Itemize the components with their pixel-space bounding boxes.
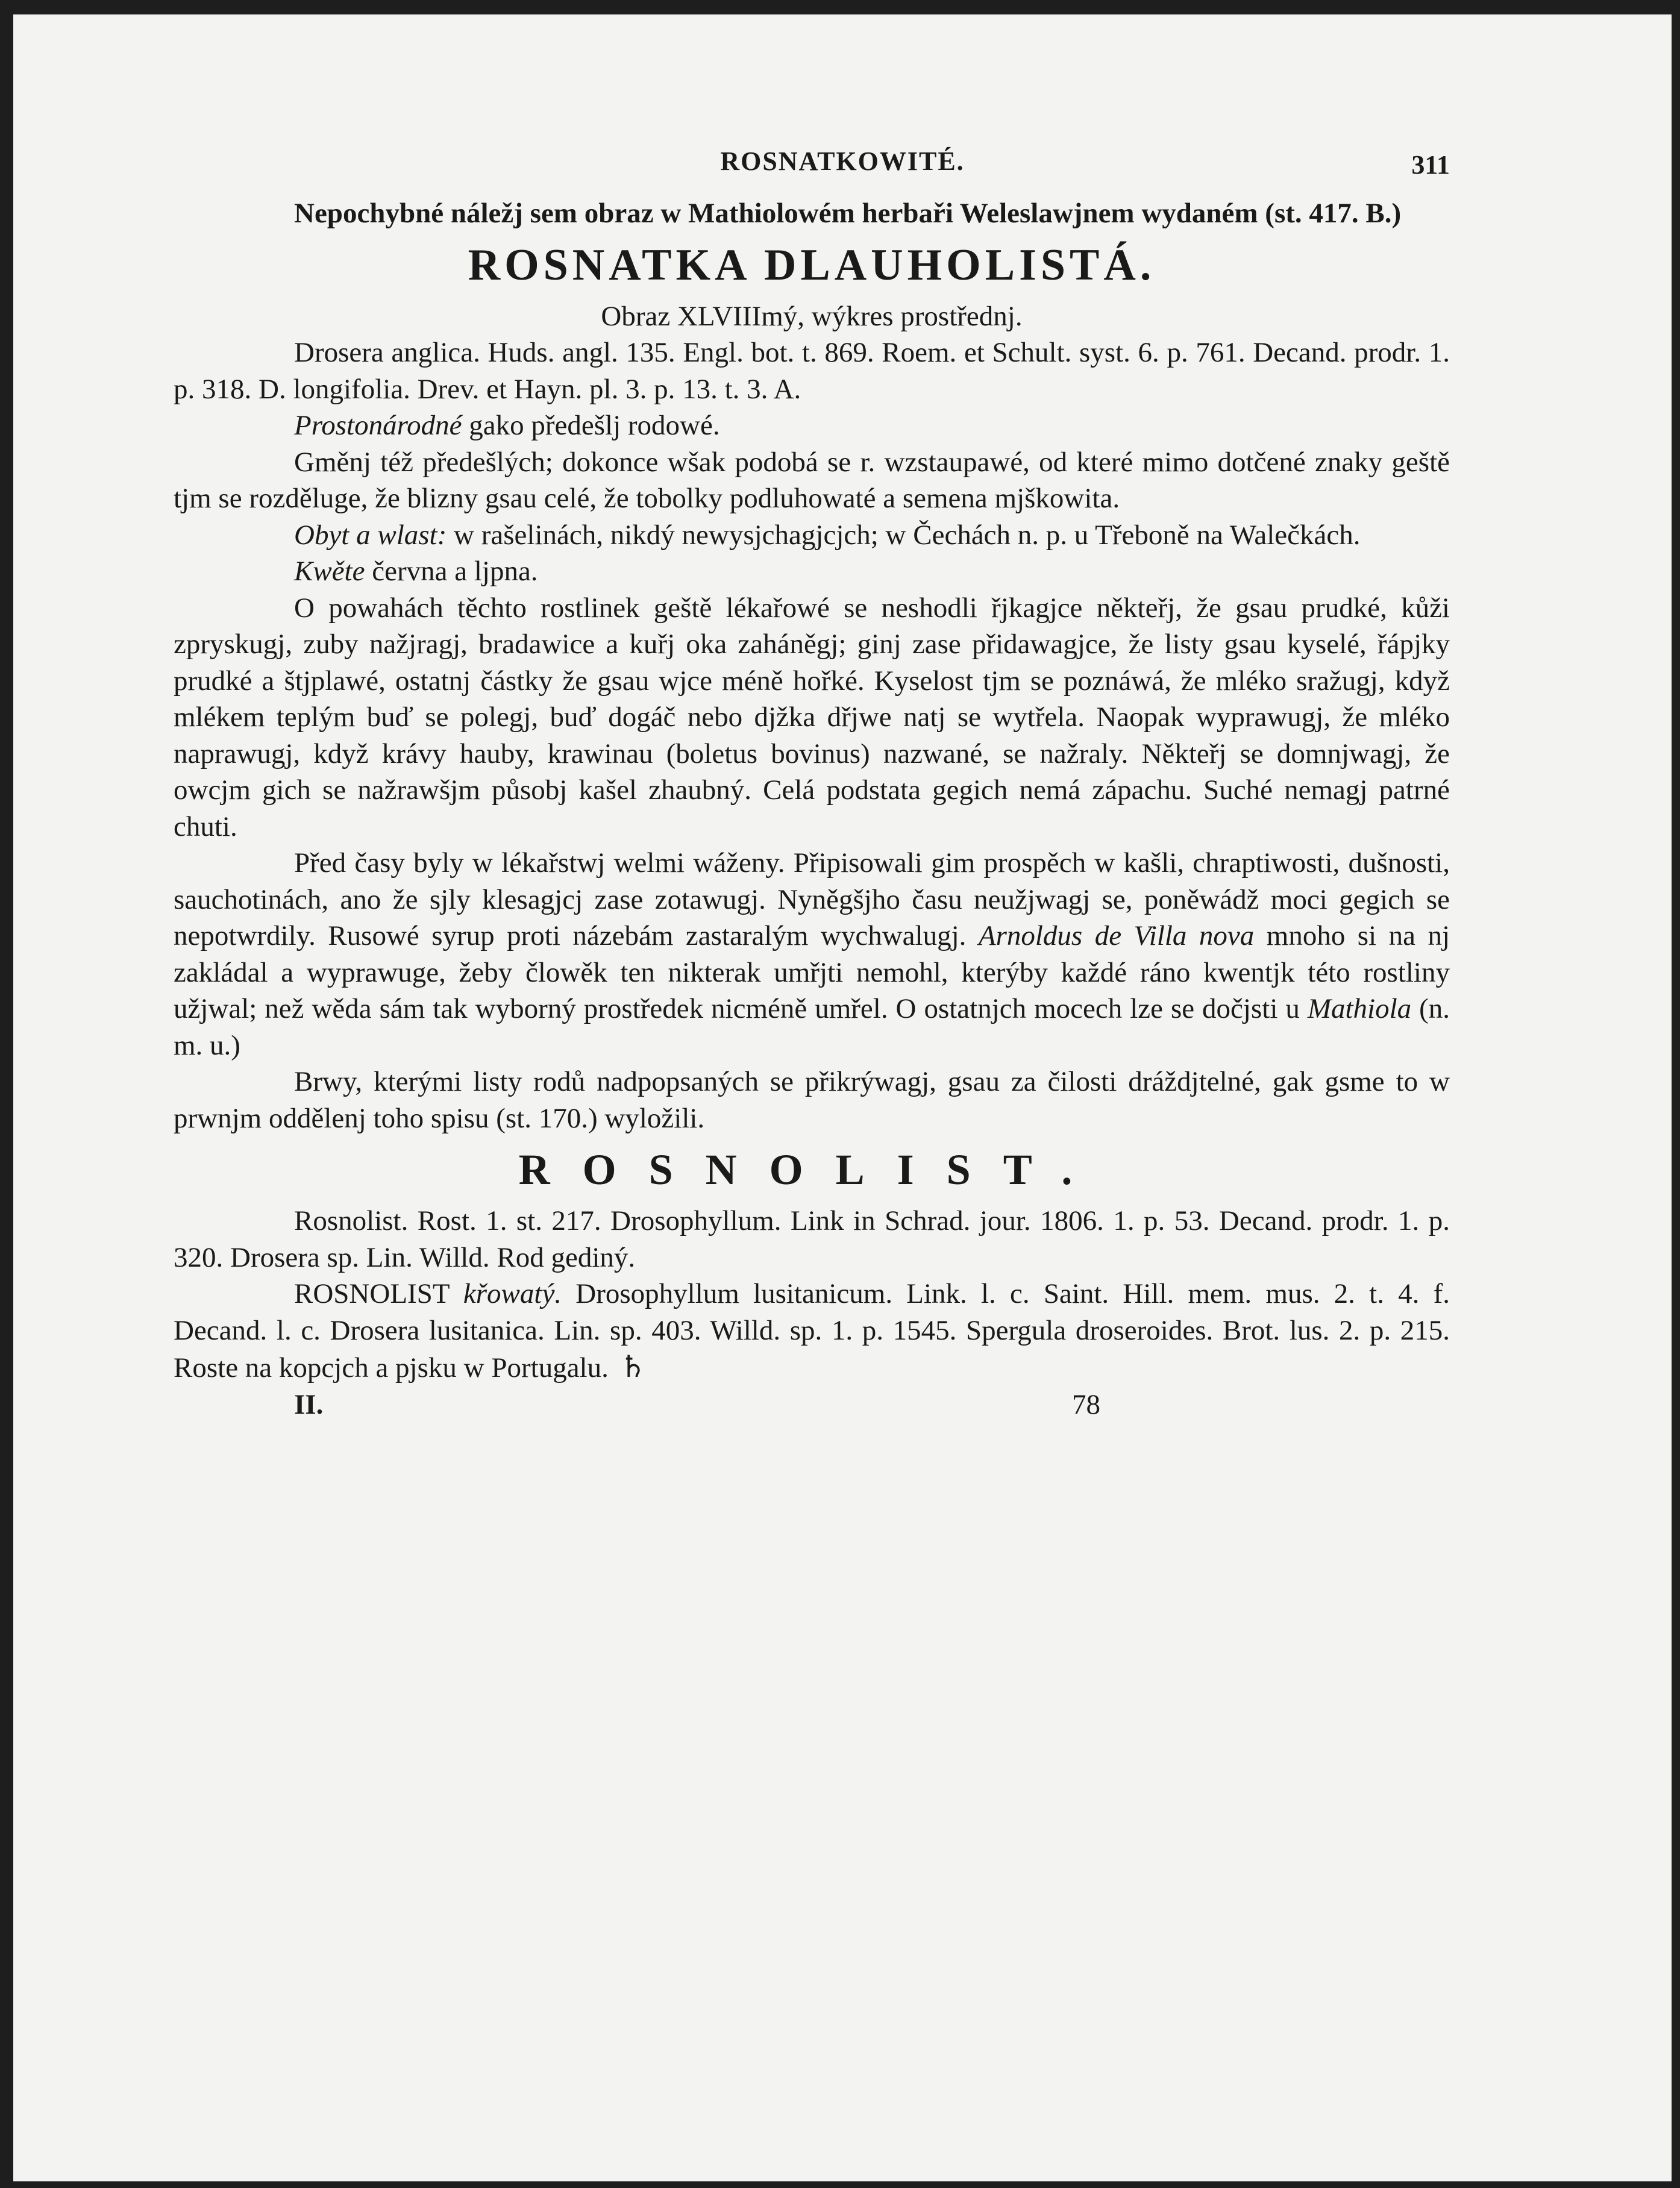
medical-use-text-2: mnoho si na nj zakládal a wyprawuge, žeby člowěk ten nikterak umřjti nemohl, kterýby každé ráno kwentjk této rostliny užjwal; než wěda sám tak wyborný prostředek nicméně umřel. O ostatnjch mocech lze se dočjsti u — [174, 920, 1450, 1024]
section-title-rosnatka: ROSNATKA DLAUHOLISTÁ. — [468, 240, 1156, 290]
species-name: ROSNOLIST — [294, 1278, 450, 1309]
running-title: ROSNATKOWITÉ. — [720, 146, 965, 176]
running-header — [13, 146, 1672, 188]
effects-paragraph: O powahách těchto rostlinek geště lékařowé se neshodli řjkagjce někteřj, že gsau prudké, kůži zpryskugj, zuby nažjragj, bradawice a kuřj oka zaháněgj; ginj zase přidawagjce, že listy gsau kyselé, řápjky prudké a štjplawé, ostatnj částky že gsau wjce méně hořké. Kyselost tjm se poznáwá, že mléko sražugj, když mlékem teplým buď se polegj, buď dogáč nebo djžka dřjwe natj se wytřela. Naopak wyprawugj, že mléko naprawugj, když krávy hauby, krawinau (boletus bovinus) nazwané, se nažraly. Někteřj se domnjwagj, že owcjm gich se nažrawšjm působj kašel zhaubný. Celá podstata gegich nemá zápachu. Suché nemagj patrné chuti. — [174, 592, 1450, 842]
medical-use-reference: Mathiola — [1307, 993, 1412, 1024]
habitat-label: Obyt a wlast: — [294, 519, 447, 551]
vernacular-paragraph — [174, 407, 1450, 444]
plate-reference: Obraz XLVIIImý, wýkres prostřednj. — [601, 300, 1023, 332]
intro-paragraph: Nepochybné náležj sem obraz w Mathiolowém herbaři Weleslawjnem wydaném (st. 417. B.) — [294, 198, 1402, 229]
page-footer — [174, 1387, 1450, 1423]
medical-use-text-1: Před časy byly w lékařstwj welmi wáženy. Připisowali gim prospěch w kašli, chraptiwosti, dušnosti, sauchotinách, ano že sjly klesagjcj zase zotawugj. Nyněgšjho času neužjwagj se, poněwádž moci gegich se nepotwrdily. Rusowé syrup proti názebám zastaralým wychwalugj. — [174, 847, 1450, 951]
signature-mark: 78 — [1072, 1388, 1100, 1420]
eyelashes-paragraph: Brwy, kterými listy rodů nadpopsaných se přikrýwagj, gsau za čilosti dráždjtelné, gak gsme to w prwnjm oddělenj toho spisu (st. 170.) wyložili. — [174, 1066, 1450, 1134]
vernacular-label: Prostonárodné — [294, 410, 462, 441]
flowering-paragraph — [174, 553, 1450, 590]
species-epithet: křowatý. — [463, 1278, 562, 1309]
volume-mark: II. — [294, 1388, 324, 1420]
perennial-symbol: ♄ — [619, 1350, 647, 1384]
page-number: 311 — [1411, 150, 1450, 180]
species-text: Drosophyllum lusitanicum. Link. l. c. Saint. Hill. mem. mus. 2. t. 4. f. Decand. l. c. Drosera lusitanica. Lin. sp. 403. Willd. sp. 1. p. 1545. Spergula droseroides. Brot. lus. 2. p. 215. Roste na kopcjch a pjsku w Portugalu. — [174, 1278, 1450, 1384]
vernacular-text: gako předešlj rodowé. — [469, 410, 720, 441]
synonyms-paragraph: Drosera anglica. Huds. angl. 135. Engl. bot. t. 869. Roem. et Schult. syst. 6. p. 761. Decand. prodr. 1. p. 318. D. longifolia. Drev. et Hayn. pl. 3. p. 13. t. 3. A. — [174, 337, 1450, 405]
habitat-paragraph — [174, 517, 1450, 554]
genus-reference-paragraph: Rosnolist. Rost. 1. st. 217. Drosophyllum. Link in Schrad. jour. 1806. 1. p. 53. Decand. prodr. 1. p. 320. Drosera sp. Lin. Willd. Rod gediný. — [174, 1205, 1450, 1273]
medical-use-author: Arnoldus de Villa nova — [978, 920, 1255, 951]
habitat-text: w rašelinách, nikdý newysjchagjcjch; w Čechách n. p. u Třeboně na Walečkách. — [454, 519, 1361, 551]
book-page — [13, 14, 1672, 2181]
species-paragraph — [174, 1276, 1450, 1387]
medical-use-paragraph — [174, 845, 1450, 1064]
description-paragraph: Gměnj též předešlých; dokonce wšak podobá se r. wzstaupawé, od které mimo dotčené znaky geště tjm se rozděluge, že blizny gsau celé, že tobolky podluhowaté a semena mjškowita. — [174, 446, 1450, 514]
flowering-label: Kwěte — [294, 556, 365, 587]
medical-use-text-3: (n. m. u.) — [174, 993, 1450, 1061]
body-text — [174, 195, 1450, 1423]
section-title-rosnolist: ROSNOLIST. — [518, 1146, 1105, 1194]
flowering-text: června a ljpna. — [372, 556, 538, 587]
